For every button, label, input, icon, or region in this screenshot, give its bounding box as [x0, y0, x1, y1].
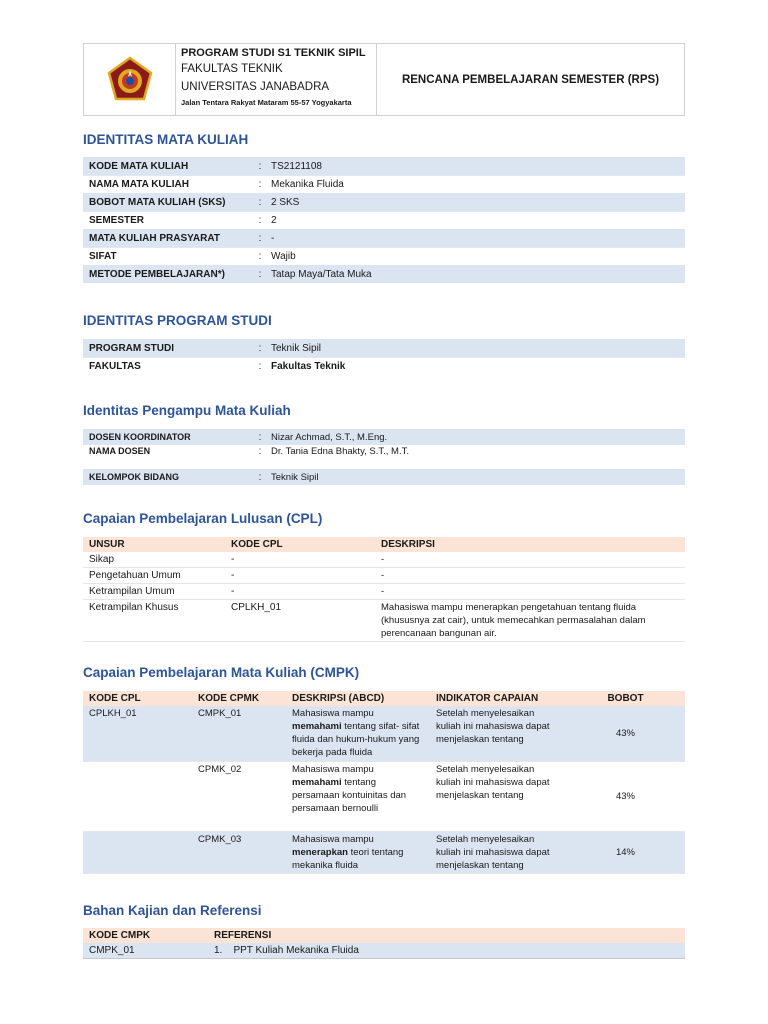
pengampu-key: KELOMPOK BIDANG	[89, 472, 179, 482]
mata-kuliah-colon: :	[258, 160, 262, 172]
mata-kuliah-value: -	[271, 232, 275, 244]
referensi-row	[83, 943, 685, 959]
referensi-kode: CMPK_01	[89, 945, 135, 956]
cmpk-row	[83, 706, 685, 762]
cpl-header-row	[83, 537, 685, 552]
mata-kuliah-value: TS2121108	[271, 160, 322, 172]
program-studi-key: FAKULTAS	[89, 361, 141, 372]
pengampu-value: Nizar Achmad, S.T., M.Eng.	[271, 431, 388, 443]
referensi-header-row	[83, 928, 685, 943]
cmpk-header-kode-cpmk: KODE CPMK	[198, 693, 260, 704]
cmpk-deskripsi-post: teori tentang mekanika fluida	[292, 847, 404, 871]
faculty-name: FAKULTAS TEKNIK	[181, 63, 283, 75]
cmpk-header-kode-cpl: KODE CPL	[89, 693, 141, 704]
pengampu-key: DOSEN KOORDINATOR	[89, 432, 191, 442]
cmpk-indikator: Setelah menyelesaikan kuliah ini mahasiswa dapat menjelaskan tentang	[436, 834, 550, 871]
cpl-unsur: Sikap	[89, 554, 115, 565]
program-studi-colon: :	[258, 342, 262, 354]
referensi-header-kode: KODE CMPK	[89, 930, 151, 941]
mata-kuliah-colon: :	[258, 251, 262, 262]
program-studi-key: PROGRAM STUDI	[89, 342, 174, 354]
cpl-unsur: Ketrampilan Khusus	[89, 602, 179, 613]
institution-cell	[176, 44, 377, 115]
cpl-kode: CPLKH_01	[231, 602, 282, 613]
cmpk-deskripsi-verb: memahami	[292, 777, 342, 788]
cmpk-header-bobot: BOBOT	[607, 693, 644, 704]
logo-cell	[84, 44, 176, 115]
cmpk-header-deskripsi: DESKRIPSI (ABCD)	[292, 693, 385, 704]
university-logo-icon	[106, 56, 154, 104]
cpl-header-deskripsi: DESKRIPSI	[381, 539, 435, 550]
cmpk-kode-cpl	[83, 762, 192, 831]
cmpk-deskripsi-verb: menerapkan	[292, 847, 348, 858]
mata-kuliah-row	[83, 193, 685, 211]
cmpk-table	[83, 691, 685, 874]
cmpk-header-indikator: INDIKATOR CAPAIAN	[436, 693, 539, 704]
program-name: PROGRAM STUDI S1 TEKNIK SIPIL	[181, 47, 366, 59]
pengampu-key: NAMA DOSEN	[89, 446, 151, 456]
cmpk-deskripsi-pre: Mahasiswa mampu	[292, 708, 374, 719]
cpl-row	[83, 600, 685, 642]
cmpk-indikator: Setelah menyelesaikan kuliah ini mahasiswa dapat menjelaskan tentang	[436, 764, 550, 801]
mata-kuliah-row	[83, 175, 685, 193]
mata-kuliah-value: 2	[271, 215, 277, 226]
cmpk-kode-cpl	[83, 832, 192, 873]
cpl-header-unsur: UNSUR	[89, 539, 125, 550]
mata-kuliah-value: Mekanika Fluida	[271, 179, 344, 190]
pengampu-value: Dr. Tania Edna Bhakty, S.T., M.T.	[271, 446, 409, 457]
program-studi-row	[83, 339, 685, 357]
rps-document	[83, 43, 685, 956]
pengampu-row	[83, 429, 685, 445]
mata-kuliah-row	[83, 247, 685, 265]
program-studi-colon: :	[258, 361, 262, 372]
document-title: RENCANA PEMBELAJARAN SEMESTER (RPS)	[401, 73, 660, 86]
cmpk-bobot: 43%	[615, 728, 635, 739]
cmpk-deskripsi	[286, 706, 430, 761]
cpl-kode: -	[231, 570, 235, 581]
mata-kuliah-colon: :	[258, 179, 262, 190]
pengampu-row	[83, 445, 685, 469]
mata-kuliah-key: SEMESTER	[89, 215, 145, 226]
mata-kuliah-key: METODE PEMBELAJARAN*)	[89, 268, 225, 280]
program-studi-value: Fakultas Teknik	[271, 361, 346, 372]
cmpk-body	[83, 706, 685, 874]
cpl-deskripsi: -	[381, 586, 385, 597]
referensi-text: 1. PPT Kuliah Mekanika Fluida	[214, 945, 359, 956]
mata-kuliah-value: Tatap Maya/Tata Muka	[271, 268, 372, 280]
referensi-table	[83, 928, 685, 959]
mata-kuliah-colon: :	[258, 215, 262, 226]
mata-kuliah-key: SIFAT	[89, 251, 117, 262]
cpl-deskripsi: -	[381, 554, 385, 565]
cpl-table	[83, 537, 685, 642]
section-title-pengampu: Identitas Pengampu Mata Kuliah	[83, 403, 291, 418]
mata-kuliah-row	[83, 229, 685, 247]
cmpk-deskripsi-pre: Mahasiswa mampu	[292, 834, 374, 845]
cmpk-row	[83, 762, 685, 832]
university-name: UNIVERSITAS JANABADRA	[181, 81, 330, 93]
cpl-deskripsi: -	[381, 570, 385, 581]
university-address: Jalan Tentara Rakyat Mataram 55-57 Yogyakarta	[181, 98, 352, 107]
cpl-unsur: Pengetahuan Umum	[89, 570, 181, 581]
cmpk-deskripsi-post: tentang persamaan kontuinitas dan persamaan bernoulli	[292, 777, 407, 814]
cmpk-deskripsi-pre: Mahasiswa mampu	[292, 764, 374, 775]
section-title-cpl: Capaian Pembelajaran Lulusan (CPL)	[83, 511, 323, 526]
mata-kuliah-table	[83, 157, 685, 283]
pengampu-table	[83, 429, 685, 485]
section-title-mata-kuliah: IDENTITAS MATA KULIAH	[83, 132, 249, 147]
cmpk-deskripsi-post: tentang sifat- sifat fluida dan hukum-hukum yang bekerja pada fluida	[292, 721, 420, 758]
mata-kuliah-colon: :	[258, 232, 262, 244]
section-title-program-studi: IDENTITAS PROGRAM STUDI	[83, 313, 272, 328]
cpl-header-kode: KODE CPL	[231, 539, 283, 550]
pengampu-row	[83, 469, 685, 485]
cpl-unsur: Ketrampilan Umum	[89, 586, 175, 597]
cmpk-bobot: 43%	[615, 791, 635, 802]
mata-kuliah-row	[83, 157, 685, 175]
program-studi-row	[83, 357, 685, 375]
pengampu-colon: :	[258, 446, 262, 457]
mata-kuliah-row	[83, 265, 685, 283]
cmpk-kode-cpmk: CMPK_01	[198, 708, 242, 719]
mata-kuliah-colon: :	[258, 268, 262, 280]
pengampu-colon: :	[258, 431, 262, 443]
cmpk-kode-cpl: CPLKH_01	[89, 708, 137, 719]
cpl-body	[83, 552, 685, 642]
cmpk-kode-cpmk: CPMK_03	[198, 834, 242, 845]
cpl-kode: -	[231, 554, 235, 565]
cmpk-deskripsi-verb: memahami	[292, 721, 342, 732]
cpl-row	[83, 568, 685, 584]
mata-kuliah-key: NAMA MATA KULIAH	[89, 179, 189, 190]
program-studi-table	[83, 339, 685, 375]
mata-kuliah-value: Wajib	[271, 251, 296, 262]
program-studi-value: Teknik Sipil	[271, 342, 322, 354]
pengampu-value: Teknik Sipil	[271, 471, 319, 483]
cmpk-deskripsi	[286, 762, 430, 831]
mata-kuliah-colon: :	[258, 196, 262, 208]
cmpk-indikator: Setelah menyelesaikan kuliah ini mahasiswa dapat menjelaskan tentang	[436, 708, 550, 745]
cpl-kode: -	[231, 586, 235, 597]
cpl-row	[83, 584, 685, 600]
cpl-deskripsi: Mahasiswa mampu menerapkan pengetahuan tentang fluida (khususnya zat cair), untuk memecahkan permasalahan dalam perencanaan bangunan air.	[381, 602, 646, 639]
mata-kuliah-key: KODE MATA KULIAH	[89, 160, 189, 172]
mata-kuliah-value: 2 SKS	[271, 196, 300, 208]
cmpk-kode-cpmk: CPMK_02	[198, 764, 242, 775]
referensi-header-referensi: REFERENSI	[214, 930, 272, 941]
cmpk-row	[83, 832, 685, 874]
section-title-referensi: Bahan Kajian dan Referensi	[83, 903, 262, 918]
cmpk-header-row	[83, 691, 685, 706]
pengampu-colon: :	[258, 471, 262, 483]
mata-kuliah-key: BOBOT MATA KULIAH (SKS)	[89, 196, 226, 208]
mata-kuliah-key: MATA KULIAH PRASYARAT	[89, 232, 220, 244]
document-header	[83, 43, 685, 116]
cpl-row	[83, 552, 685, 568]
mata-kuliah-row	[83, 211, 685, 229]
cmpk-deskripsi	[286, 832, 430, 873]
section-title-cmpk: Capaian Pembelajaran Mata Kuliah (CMPK)	[83, 665, 360, 680]
cmpk-bobot: 14%	[615, 847, 635, 858]
